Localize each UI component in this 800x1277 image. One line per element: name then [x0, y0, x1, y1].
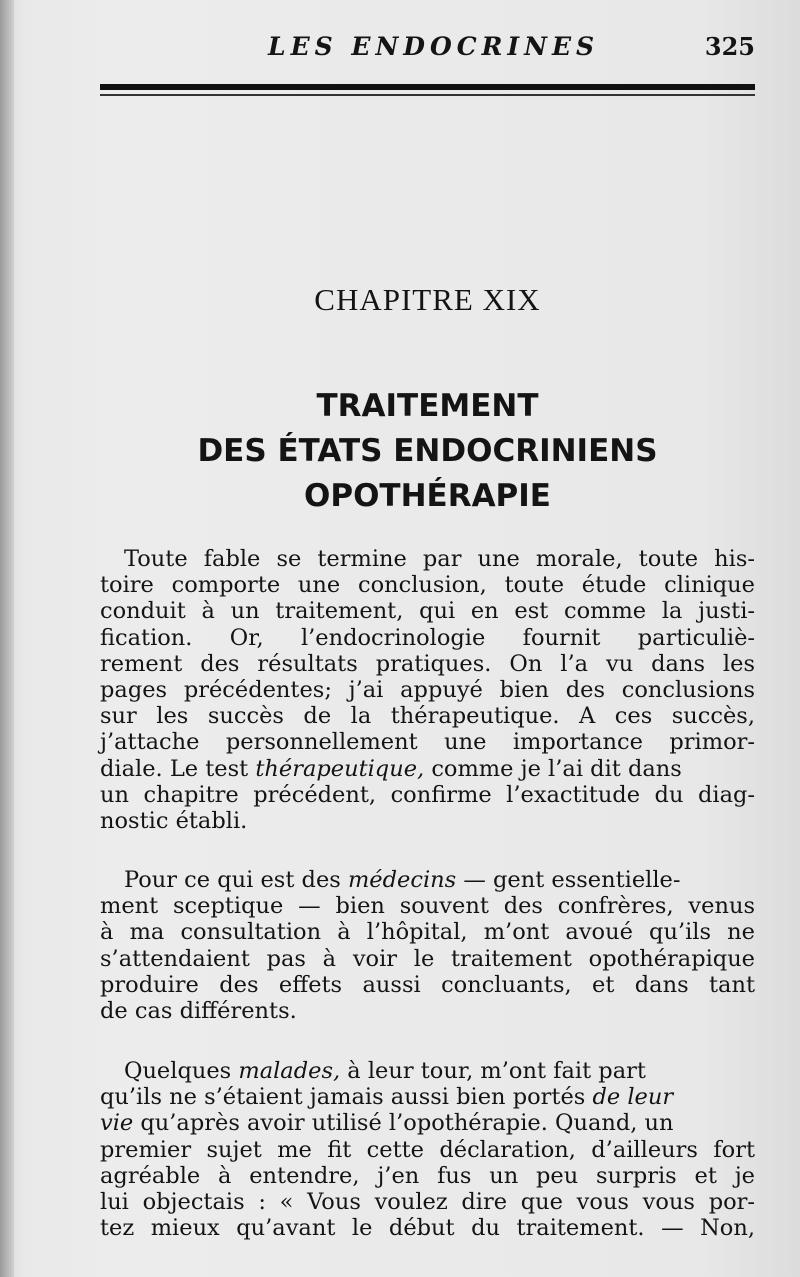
chapter-title-line: OPOTHÉRAPIE: [304, 478, 551, 514]
text-line: toire comporte une conclusion, toute étude clinique: [100, 572, 755, 599]
text-line: lui objectais : « Vous voulez dire que vous vous por-: [100, 1189, 755, 1216]
text-line: Pour ce qui est des médecins — gent essentielle-: [124, 867, 681, 893]
text-line: Toute fable se termine par une morale, toute his-: [124, 546, 755, 572]
text-line: de cas différents.: [100, 998, 297, 1025]
text-line: Quelques malades, à leur tour, m’ont fait part: [124, 1058, 646, 1084]
header-rule-thin: [100, 94, 755, 96]
text-line: pages précédentes; j’ai appuyé bien des conclusions: [100, 677, 755, 704]
text-line: agréable à entendre, j’en fus un peu surpris et je: [100, 1162, 755, 1189]
text-line: rement des résultats pratiques. On l’a vu dans les: [100, 650, 755, 677]
page-number: 325: [704, 32, 755, 61]
chapter-label: CHAPITRE XIX: [314, 282, 541, 317]
emphasis-text: vie: [100, 1110, 134, 1137]
chapter-title: [100, 384, 755, 519]
text-line: fication. Or, l’endocrinologie fournit particuliè-: [100, 624, 755, 651]
text-line: diale. Le test thérapeutique, comme je l’ai dit dans: [100, 755, 682, 782]
running-head: [100, 28, 755, 68]
paragraph-3: [100, 1058, 755, 1241]
emphasis-text: thérapeutique,: [255, 755, 425, 782]
text-line: premier sujet me fit cette déclaration, d’ailleurs fort: [100, 1136, 755, 1163]
paragraph-1: [100, 546, 755, 834]
paragraph-2: [100, 867, 755, 1024]
text-line: à ma consultation à l’hôpital, m’ont avoué qu’ils ne: [100, 919, 755, 946]
text-line: sur les succès de la thérapeutique. A ces succès,: [100, 703, 755, 730]
text-line: nostic établi.: [100, 808, 248, 835]
text-line: produire des effets aussi concluants, et dans tant: [100, 971, 755, 998]
header-rule-thick: [100, 84, 755, 90]
chapter-title-line: DES ÉTATS ENDOCRINIENS: [197, 433, 658, 469]
text-line: ment sceptique — bien souvent des confrères, venus: [100, 893, 755, 920]
text-line: s’attendaient pas à voir le traitement opothérapique: [100, 945, 755, 972]
text-line: j’attache personnellement une importance primor-: [100, 729, 755, 756]
emphasis-text: malades,: [238, 1058, 341, 1084]
emphasis-text: de leur: [592, 1084, 674, 1111]
page-spine-shadow: [0, 0, 14, 1277]
text-line: vie qu’après avoir utilisé l’opothérapie. Quand, un: [100, 1110, 674, 1137]
text-line: conduit à un traitement, qui en est comme la justi-: [100, 598, 755, 625]
text-line: un chapitre précédent, confirme l’exactitude du diag-: [100, 781, 755, 808]
running-title: LES ENDOCRINES: [268, 32, 600, 61]
chapter-title-line: TRAITEMENT: [316, 388, 539, 424]
text-line: qu’ils ne s’étaient jamais aussi bien portés de leur: [100, 1084, 674, 1111]
emphasis-text: médecins: [347, 867, 457, 893]
text-line: tez mieux qu’avant le début du traitement. — Non,: [100, 1215, 755, 1242]
